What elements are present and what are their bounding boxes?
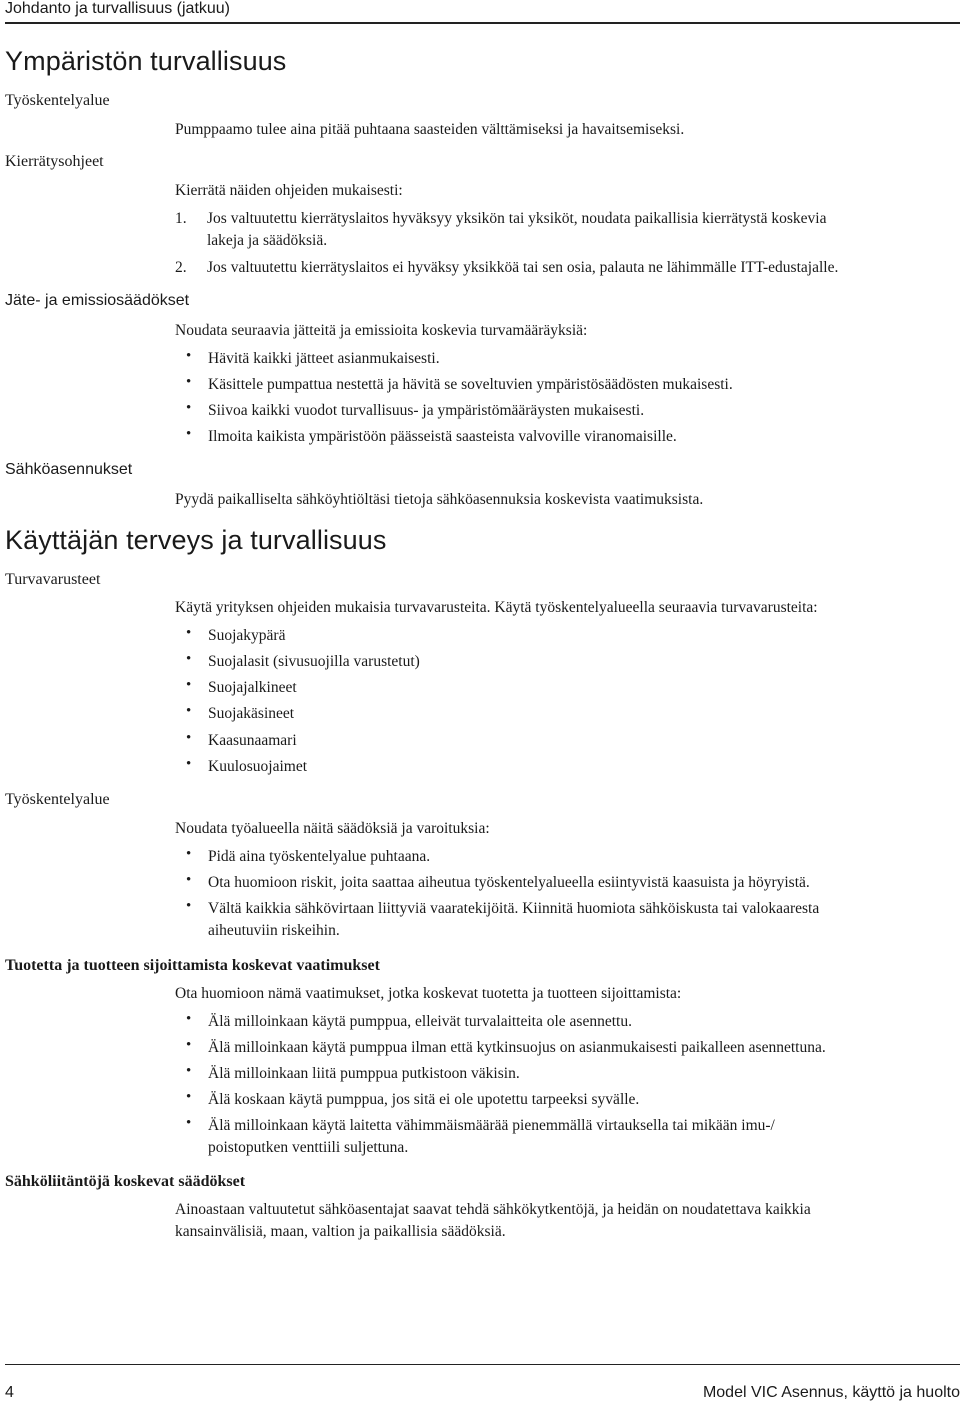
bullet-icon: • — [186, 730, 192, 746]
connections-text-line1: Ainoastaan valtuutetut sähköasentajat saavat tehdä sähkökytkentöjä, ja heidän on noudatettava kaikkia — [175, 1201, 811, 1218]
section-title-user-safety: Käyttäjän terveys ja turvallisuus — [5, 525, 387, 555]
list-item: Vältä kaikkia sähkövirtaan liittyviä vaaratekijöitä. Kiinnitä huomiota sähköiskusta tai valokaaresta — [208, 900, 820, 917]
heading-electrical-connections: Sähköliitäntöjä koskevat säädökset — [5, 1173, 246, 1190]
bullet-icon: • — [186, 1115, 192, 1131]
side-heading-equipment: Turvavarusteet — [5, 571, 101, 588]
bullet-icon: • — [186, 1063, 192, 1079]
list-item: Suojajalkineet — [208, 679, 297, 696]
list-item-number: 1. — [175, 210, 187, 227]
user-work-area-intro: Noudata työalueella näitä säädöksiä ja varoituksia: — [175, 820, 490, 837]
bullet-icon: • — [186, 426, 192, 442]
list-item: Ota huomioon riskit, joita saattaa aiheutua työskentelyalueella esiintyvistä kaasuista ja höyryistä. — [208, 874, 810, 891]
bullet-icon: • — [186, 1037, 192, 1053]
electrical-text: Pyydä paikalliselta sähköyhtiöltäsi tietoja sähköasennuksia koskevista vaatimuksista. — [175, 491, 704, 508]
list-item-text: Jos valtuutettu kierrätyslaitos hyväksyy yksikön tai yksiköt, noudata paikallisia kierrätystä koskevia — [207, 210, 827, 227]
product-intro: Ota huomioon nämä vaatimukset, jotka koskevat tuotetta ja tuotteen sijoittamista: — [175, 985, 682, 1002]
bullet-icon: • — [186, 703, 192, 719]
list-item-text-continued: lakeja ja säädöksiä. — [207, 232, 328, 249]
list-item: Älä milloinkaan liitä pumppua putkistoon väkisin. — [208, 1065, 520, 1082]
list-item: Siivoa kaikki vuodot turvallisuus- ja ympäristömääräysten mukaisesti. — [208, 402, 645, 419]
side-heading-work-area: Työskentelyalue — [5, 92, 110, 109]
list-item: Kaasunaamari — [208, 732, 297, 749]
list-item: Suojakypärä — [208, 627, 286, 644]
list-item: Älä milloinkaan käytä pumppua, elleivät turvalaitteita ole asennettu. — [208, 1013, 632, 1030]
bullet-icon: • — [186, 625, 192, 641]
heading-product-requirements: Tuotetta ja tuotteen sijoittamista koskevat vaatimukset — [5, 957, 380, 974]
list-item-text: Jos valtuutettu kierrätyslaitos ei hyväksy yksikköä tai sen osia, palauta ne lähimmälle ITT-edustajalle. — [207, 259, 839, 276]
side-heading-electrical: Sähköasennukset — [5, 461, 133, 478]
list-item: Älä milloinkaan käytä pumppua ilman että kytkinsuojus on asianmukaisesti paikalleen asennettuna. — [208, 1039, 826, 1056]
list-item: Kuulosuojaimet — [208, 758, 308, 775]
bullet-icon: • — [186, 651, 192, 667]
header-rule — [5, 22, 960, 24]
list-item: Älä milloinkaan käytä laitetta vähimmäismäärää pienemmällä virtauksella tai mikään imu-/ — [208, 1117, 775, 1134]
bullet-icon: • — [186, 898, 192, 914]
bullet-icon: • — [186, 1089, 192, 1105]
list-item: Älä koskaan käytä pumppua, jos sitä ei ole upotettu tarpeeksi syvälle. — [208, 1091, 640, 1108]
equipment-intro: Käytä yrityksen ohjeiden mukaisia turvavarusteita. Käytä työskentelyalueella seuraavia turvavarusteita: — [175, 599, 818, 616]
bullet-icon: • — [186, 374, 192, 390]
footer-document-title: Model VIC Asennus, käyttö ja huolto — [702, 1384, 960, 1401]
list-item: Suojalasit (sivusuojilla varustetut) — [208, 653, 420, 670]
waste-intro: Noudata seuraavia jätteitä ja emissioita koskevia turvamääräyksiä: — [175, 322, 588, 339]
page-number: 4 — [5, 1384, 14, 1401]
list-item: Suojakäsineet — [208, 705, 295, 722]
bullet-icon: • — [186, 872, 192, 888]
list-item: Ilmoita kaikista ympäristöön päässeistä saasteista valvoville viranomaisille. — [208, 428, 677, 445]
side-heading-waste: Jäte- ja emissiosäädökset — [5, 292, 190, 309]
list-item-number: 2. — [175, 259, 187, 276]
list-item: Pidä aina työskentelyalue puhtaana. — [208, 848, 431, 865]
bullet-icon: • — [186, 846, 192, 862]
bullet-icon: • — [186, 1011, 192, 1027]
list-item: Hävitä kaikki jätteet asianmukaisesti. — [208, 350, 440, 367]
side-heading-recycling: Kierrätysohjeet — [5, 153, 104, 170]
running-header: Johdanto ja turvallisuus (jatkuu) — [5, 0, 231, 17]
bullet-icon: • — [186, 400, 192, 416]
list-item-continued: poistoputken venttiili suljettuna. — [208, 1139, 409, 1156]
work-area-text: Pumppaamo tulee aina pitää puhtaana saasteiden välttämiseksi ja havaitsemiseksi. — [175, 121, 685, 138]
bullet-icon: • — [186, 348, 192, 364]
list-item: Käsittele pumpattua nestettä ja hävitä se soveltuvien ympäristösäädösten mukaisesti. — [208, 376, 733, 393]
bullet-icon: • — [186, 756, 192, 772]
list-item-continued: aiheutuviin riskeihin. — [208, 922, 340, 939]
connections-text-line2: kansainvälisiä, maan, valtion ja paikallisia säädöksiä. — [175, 1223, 506, 1240]
section-title-environment: Ympäristön turvallisuus — [5, 46, 287, 76]
bullet-icon: • — [186, 677, 192, 693]
side-heading-user-work-area: Työskentelyalue — [5, 791, 110, 808]
recycling-intro: Kierrätä näiden ohjeiden mukaisesti: — [175, 182, 403, 199]
footer-rule — [5, 1364, 960, 1365]
